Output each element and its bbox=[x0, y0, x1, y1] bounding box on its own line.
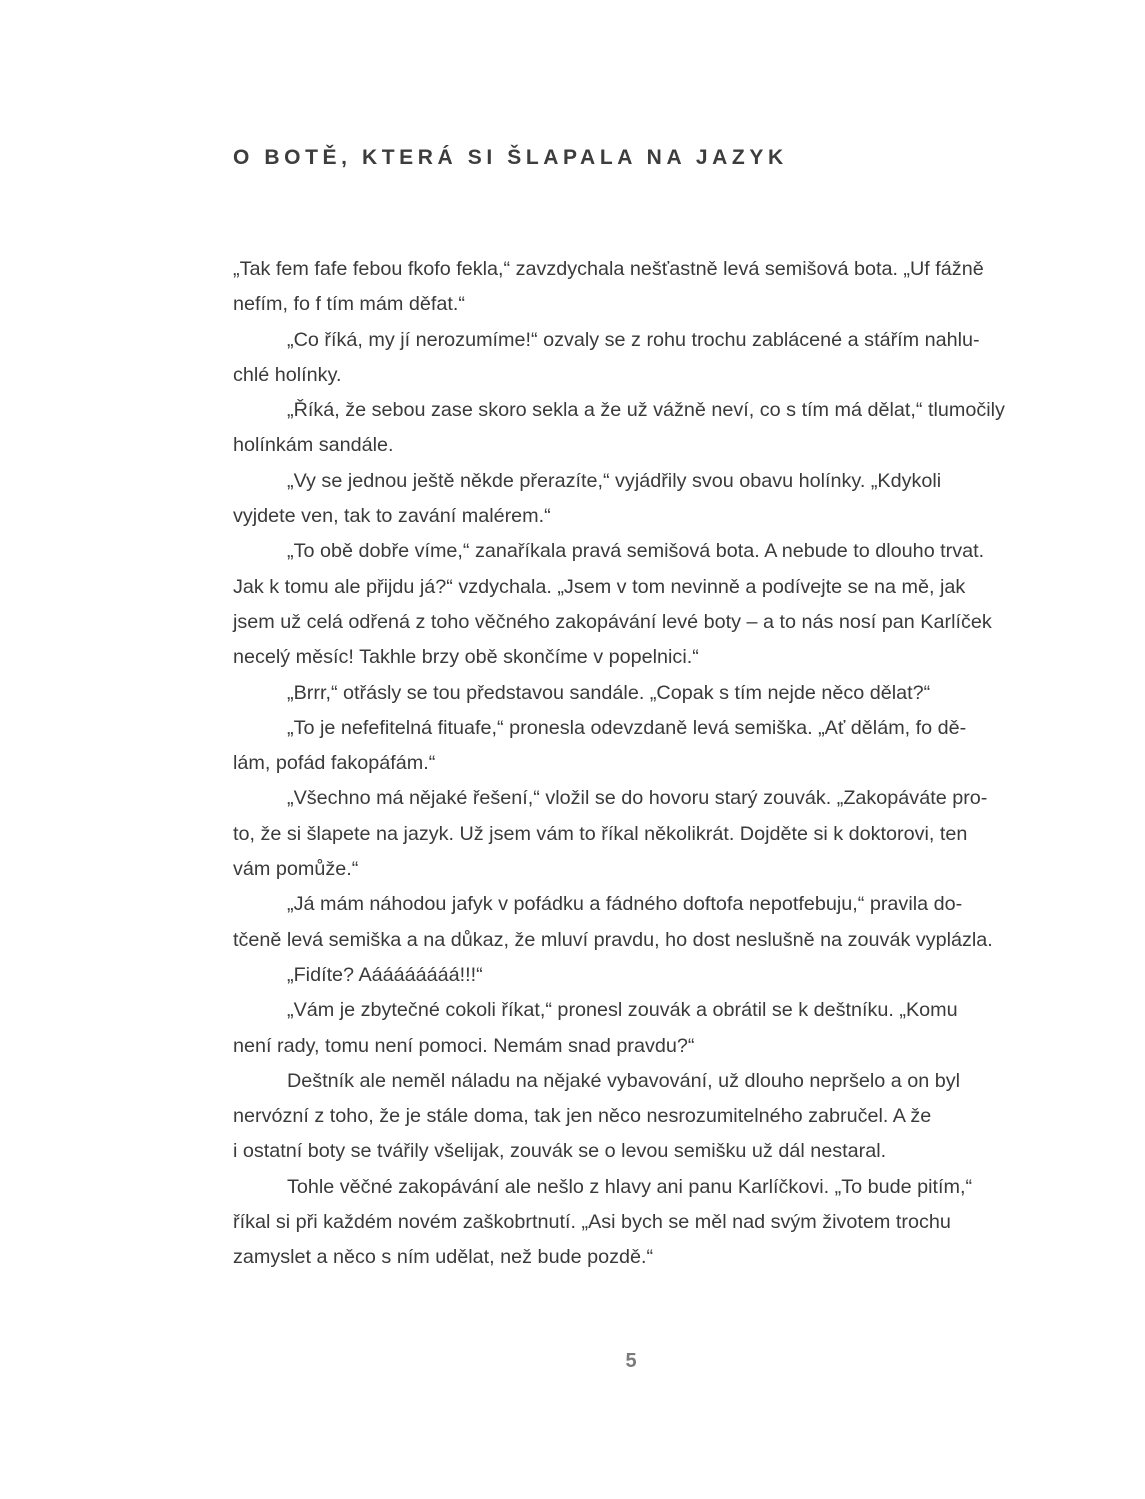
text-line: Deštník ale neměl náladu na nějaké vybavování, už dlouho nepršelo a on byl bbox=[287, 1069, 961, 1092]
text-line: „Říká, že sebou zase skoro sekla a že už vážně neví, co s tím má dělat,“ tlumočily bbox=[287, 399, 1005, 422]
text-line: „Já mám náhodou jafyk v pofádku a fádného doftofa nepotfebuju,“ pravila do- bbox=[287, 893, 963, 916]
text-line: „Všechno má nějaké řešení,“ vložil se do hovoru starý zouvák. „Zakopáváte pro- bbox=[287, 787, 988, 810]
text-line: Tohle věčné zakopávání ale nešlo z hlavy ani panu Karlíčkovi. „To bude pitím,“ bbox=[287, 1175, 973, 1198]
text-line: nefím, fo f tím mám děfat.“ bbox=[233, 293, 465, 316]
text-line: chlé holínky. bbox=[233, 363, 342, 386]
text-line: i ostatní boty se tvářily všelijak, zouvák se o levou semišku už dál nestaral. bbox=[233, 1140, 887, 1163]
text-line: říkal si při každém novém zaškobrtnutí. „Asi bych se měl nad svým životem trochu bbox=[233, 1211, 951, 1234]
text-line: „Vy se jednou ještě někde přerazíte,“ vyjádřily svou obavu holínky. „Kdykoli bbox=[287, 469, 942, 492]
text-line: holínkám sandále. bbox=[233, 434, 394, 457]
story-text bbox=[233, 252, 1033, 1276]
chapter-title: O BOTĚ, KTERÁ SI ŠLAPALA NA JAZYK bbox=[233, 146, 788, 169]
text-line: tčeně levá semiška a na důkaz, že mluví pravdu, ho dost neslušně na zouvák vyplázla. bbox=[233, 928, 993, 951]
text-line: „Tak fem fafe febou fkofo fekla,“ zavzdychala nešťastně levá semišová bota. „Uf fážně bbox=[233, 258, 984, 280]
text-line: „Co říká, my jí nerozumíme!“ ozvaly se z rohu trochu zablácené a stářím nahlu- bbox=[287, 328, 980, 351]
text-line: jsem už celá odřená z toho věčného zakopávání levé boty – a to nás nosí pan Karlíček bbox=[233, 610, 992, 633]
text-line: „To obě dobře víme,“ zanaříkala pravá semišová bota. A nebude to dlouho trvat. bbox=[287, 540, 985, 563]
text-line: „Brrr,“ otřásly se tou představou sandále. „Copak s tím nejde něco dělat?“ bbox=[287, 681, 931, 704]
text-line: vyjdete ven, tak to zavání malérem.“ bbox=[233, 505, 551, 528]
text-line: vám pomůže.“ bbox=[233, 858, 359, 881]
text-line: zamyslet a něco s ním udělat, než bude pozdě.“ bbox=[233, 1246, 654, 1269]
text-line: „Vám je zbytečné cokoli říkat,“ pronesl zouvák a obrátil se k deštníku. „Komu bbox=[287, 999, 958, 1022]
text-line: „To je nefefitelná fituafe,“ pronesla odevzdaně levá semiška. „Ať dělám, fo dě- bbox=[287, 716, 967, 739]
text-line: „Fidíte? Aáááááááá!!!“ bbox=[287, 963, 483, 986]
text-line: to, že si šlapete na jazyk. Už jsem vám to říkal několikrát. Dojděte si k doktorovi, ten bbox=[233, 822, 968, 845]
text-line: není rady, tomu není pomoci. Nemám snad pravdu?“ bbox=[233, 1034, 695, 1057]
page-number: 5 bbox=[625, 1350, 637, 1372]
text-line: necelý měsíc! Takhle brzy obě skončíme v popelnici.“ bbox=[233, 646, 699, 669]
text-line: nervózní z toho, že je stále doma, tak jen něco nesrozumitelného zabručel. A že bbox=[233, 1105, 932, 1128]
text-line: Jak k tomu ale přijdu já?“ vzdychala. „Jsem v tom nevinně a podívejte se na mě, jak bbox=[233, 575, 966, 598]
text-line: lám, pofád fakopáfám.“ bbox=[233, 752, 436, 775]
